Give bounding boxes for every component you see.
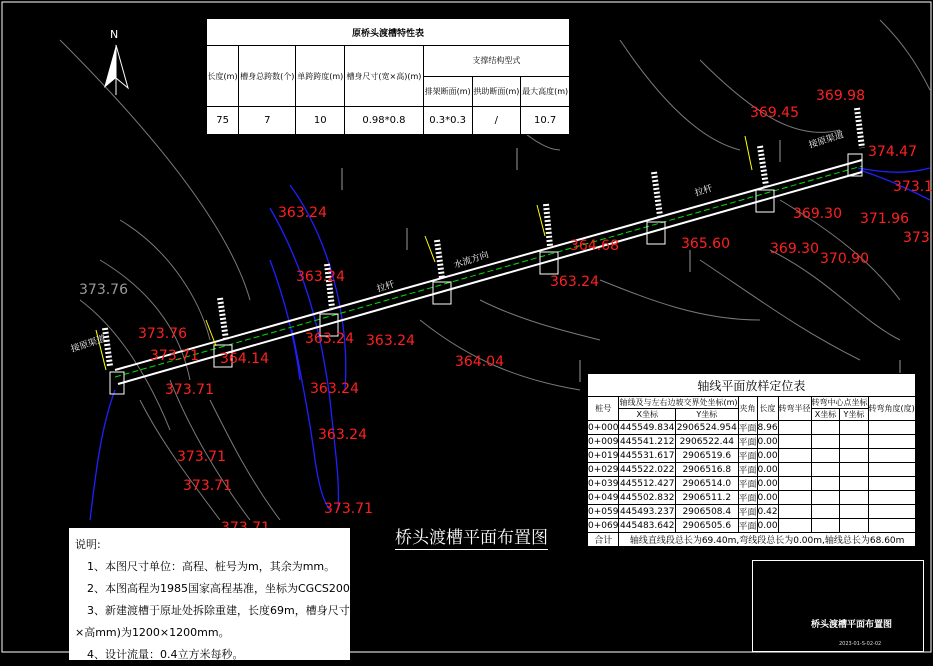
table-row: 0+069 445483.642 2906505.6 平面 0.00 xyxy=(588,519,916,533)
table-cell: / xyxy=(472,107,521,135)
yellow-leaders xyxy=(96,136,752,370)
header-cell: 槽身总跨数(个) xyxy=(239,46,296,107)
title-block-name: 桥头渡槽平面布置图 xyxy=(811,620,893,630)
table-title: 轴线平面放样定位表 xyxy=(588,374,916,397)
elevation-label: 373.71 xyxy=(183,478,232,494)
elevation-label: 363.24 xyxy=(550,274,599,290)
header-cell: Y坐标 xyxy=(676,409,738,421)
table-cell: 0.3*0.3 xyxy=(423,107,472,135)
header-cell: 转弯角度(度) xyxy=(868,397,915,421)
elevation-label: 373.1 xyxy=(893,179,933,195)
elevation-label: 373 xyxy=(903,230,930,246)
header-cell: 转弯中心点坐标 xyxy=(811,398,868,407)
north-arrow-icon xyxy=(104,45,128,95)
table-cell: 75 xyxy=(207,107,239,135)
elevation-label: 369.98 xyxy=(816,88,865,104)
north-label: N xyxy=(110,28,119,41)
header-cell: 轴线及与左右边坡交界处坐标(m) xyxy=(619,398,738,407)
elevation-label: 365.60 xyxy=(681,236,730,252)
elevation-label: 370.90 xyxy=(820,251,869,267)
title-block-code: 2023-01-S-02-02 xyxy=(839,641,882,647)
header-cell: X坐标 xyxy=(619,409,676,421)
drawing-title: 桥头渡槽平面布置图 xyxy=(395,528,548,548)
title-block xyxy=(752,560,924,652)
header-cell: X坐标 xyxy=(811,409,840,421)
elevation-label: 363.24 xyxy=(305,331,354,347)
header-cell: 槽身尺寸(宽×高)(m) xyxy=(345,46,424,107)
inlet-label: 接原渠道 xyxy=(69,334,108,355)
header-cell: 长度(m) xyxy=(207,46,239,107)
table-cell: 0.98*0.8 xyxy=(345,107,424,135)
notes-box xyxy=(69,528,401,661)
table-row: 0+039 445512.427 2906514.0 平面 0.00 xyxy=(588,477,916,491)
table-row: 0+000 445549.834 2906524.954 平面 8.96 xyxy=(588,421,916,435)
table-row: 0+009 445541.212 2906522.44 平面 0.00 xyxy=(588,435,916,449)
elevation-label: 373.71 xyxy=(165,382,214,398)
header-cell: 排架断面(m) xyxy=(423,76,472,107)
rebar-callouts xyxy=(105,108,862,366)
table-cell: 7 xyxy=(239,107,296,135)
elevation-label: 369.30 xyxy=(793,206,842,222)
note-line: 1、本图尺寸单位：高程、桩号为m，其余为mm。 xyxy=(87,560,336,573)
header-cell: 最大高度(m) xyxy=(521,76,570,107)
elevation-label: 363.24 xyxy=(310,381,359,397)
elevation-label: 363.24 xyxy=(366,333,415,349)
elevation-label: 369.30 xyxy=(770,241,819,257)
flow-direction-label: 水流方向 xyxy=(452,250,491,271)
header-cell: 桩号 xyxy=(588,397,619,421)
elevation-label: 373.71 xyxy=(324,501,373,517)
elevation-labels-grey xyxy=(79,282,373,536)
table-row: 0+029 445522.022 2906516.8 平面 0.00 xyxy=(588,463,916,477)
elevation-label: 369.45 xyxy=(750,105,799,121)
elevation-label: 374.47 xyxy=(868,144,917,160)
elevation-label: 363.24 xyxy=(318,427,367,443)
slope-arrows xyxy=(342,140,900,382)
elevation-label: 373.76 xyxy=(79,282,128,298)
elevation-label: 363.24 xyxy=(278,205,327,221)
header-cell: 单跨跨度(m) xyxy=(296,46,345,107)
header-cell: 长度 xyxy=(757,397,778,421)
elevation-label: 373.71 xyxy=(177,449,226,465)
header-cell: Y坐标 xyxy=(840,409,868,421)
tie-rod-label: 拉杆 xyxy=(693,183,715,199)
note-line: ×高mm)为1200×1200mm。 xyxy=(75,626,230,639)
table-row: 0+059 445493.237 2906508.4 平面 0.42 xyxy=(588,505,916,519)
elevation-label: 373.71 xyxy=(150,348,199,364)
header-cell: 拱助断面(m) xyxy=(472,76,521,107)
axis-positioning-table xyxy=(587,373,916,547)
tie-rod-label: 拉杆 xyxy=(375,279,397,295)
table-row: 0+049 445502.832 2906511.2 平面 0.00 xyxy=(588,491,916,505)
elevation-label: 364.14 xyxy=(220,351,269,367)
note-line: 4、设计流量：0.4立方米每秒。 xyxy=(87,648,244,661)
table-cell: 10.7 xyxy=(521,107,570,135)
table-cell: 10 xyxy=(296,107,345,135)
header-cell: 支撑结构型式 xyxy=(423,46,569,77)
header-cell: 夹角 xyxy=(738,397,757,421)
outlet-label: 接原渠道 xyxy=(807,130,846,151)
elevation-label: 363.24 xyxy=(296,269,345,285)
notes-heading: 说明: xyxy=(75,538,101,551)
table-title: 原桥头渡槽特性表 xyxy=(207,19,570,46)
note-line: 3、新建渡槽于原址处拆除重建，长度69m，槽身尺寸（宽 xyxy=(87,604,372,617)
elevation-label: 371.96 xyxy=(860,211,909,227)
elevation-label: 373.76 xyxy=(138,326,187,342)
characteristics-table xyxy=(206,18,570,135)
note-line: 2、本图高程为1985国家高程基准，坐标为CGCS2000坐标系。 xyxy=(87,582,401,595)
elevation-label: 364.04 xyxy=(455,354,504,370)
elevation-label: 364.68 xyxy=(570,238,619,254)
table-total-row: 合计 轴线直线段总长为69.40m,弯线段总长为0.00m,轴线总长为68.60m xyxy=(588,533,916,547)
table-row: 0+019 445531.617 2906519.6 平面 0.00 xyxy=(588,449,916,463)
header-cell: 转弯半径 xyxy=(778,397,811,421)
